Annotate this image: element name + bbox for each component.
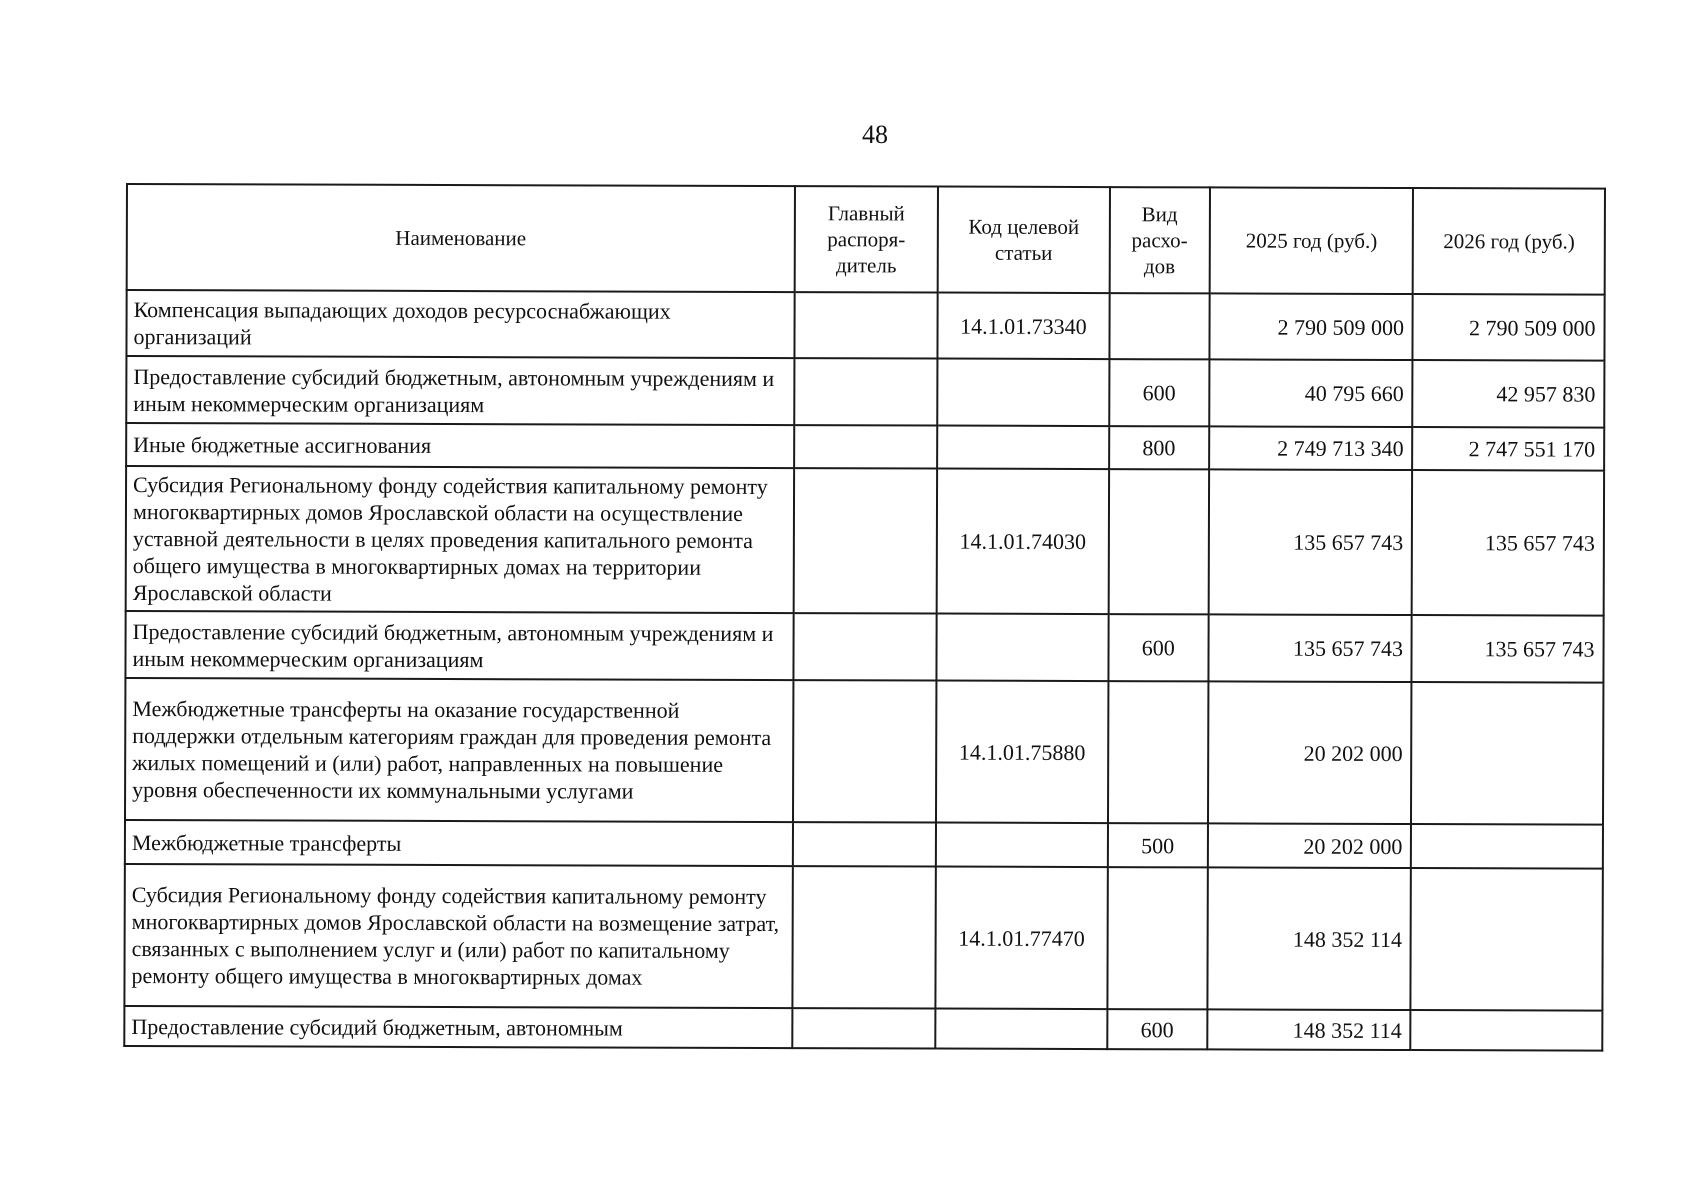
table-row	[125, 678, 1603, 825]
row-expense-type	[1108, 469, 1209, 614]
row-name: Компенсация выпадающих доходов ресурсоснабжающих организаций	[126, 290, 794, 358]
row-amount-2026	[1411, 824, 1603, 869]
header-name: Наименование	[127, 184, 795, 292]
row-target-code: 14.1.01.77470	[936, 867, 1108, 1010]
row-amount-2026: 2 747 551 170	[1413, 427, 1605, 471]
row-expense-type	[1109, 293, 1209, 359]
header-admin: Главный распоря-дитель	[794, 186, 938, 292]
table-row	[124, 864, 1602, 1011]
row-amount-2025: 2 749 713 340	[1209, 426, 1413, 470]
page-number: 48	[862, 120, 888, 149]
row-admin	[793, 468, 937, 613]
row-name: Межбюджетные трансферты	[125, 820, 793, 866]
row-expense-type: 600	[1108, 614, 1208, 681]
row-amount-2026: 42 957 830	[1413, 360, 1605, 428]
row-target-code: 14.1.01.73340	[938, 293, 1110, 360]
row-target-code: 14.1.01.75880	[936, 681, 1108, 824]
header-code: Код целевой статьи	[938, 187, 1110, 294]
row-name: Межбюджетные трансферты на оказание государственной поддержки отдельным категориям граждан для проведения ремонта жилых помещений и (или) работ, направленных на повышение уровня обеспеченности их коммунальными услугами	[125, 678, 793, 822]
table-row	[125, 820, 1603, 869]
row-expense-type: 600	[1109, 359, 1209, 426]
row-expense-type: 600	[1107, 1009, 1207, 1049]
table-row	[126, 290, 1604, 361]
row-target-code: 14.1.01.74030	[937, 469, 1109, 615]
table-header-row	[127, 184, 1605, 295]
row-amount-2026: 135 657 743	[1412, 615, 1604, 683]
row-admin	[792, 1008, 935, 1048]
row-name: Предоставление субсидий бюджетным, автономным учреждениям и иным некоммерческим организациям	[126, 356, 794, 425]
row-name: Субсидия Региональному фонду содействия капитальному ремонту многоквартирных домов Ярославской области на осуществление уставной деятельности в целях проведения капитального ремонта общего имущества в многоквартирных домах на территории Ярославской области	[126, 466, 794, 613]
table-row	[126, 423, 1604, 471]
row-amount-2026	[1411, 682, 1603, 825]
row-amount-2026	[1411, 868, 1603, 1011]
row-target-code	[937, 359, 1109, 427]
row-name: Предоставление субсидий бюджетным, автономным учреждениям и иным некоммерческим организациям	[125, 611, 793, 680]
table-body	[124, 290, 1604, 1051]
row-target-code	[937, 426, 1109, 470]
row-admin	[792, 866, 936, 1008]
row-amount-2025: 135 657 743	[1209, 469, 1413, 615]
budget-table	[123, 183, 1606, 1052]
row-amount-2025: 20 202 000	[1208, 823, 1412, 868]
row-admin	[794, 292, 938, 358]
row-amount-2025: 135 657 743	[1208, 614, 1412, 682]
row-expense-type: 800	[1109, 426, 1209, 469]
row-amount-2026: 135 657 743	[1412, 470, 1604, 616]
row-name: Иные бюджетные ассигнования	[126, 423, 794, 468]
row-target-code	[935, 1009, 1107, 1050]
row-expense-type: 500	[1107, 823, 1207, 867]
row-expense-type	[1107, 867, 1208, 1009]
row-expense-type	[1108, 681, 1209, 823]
row-target-code	[937, 614, 1109, 682]
row-amount-2025: 148 352 114	[1207, 1009, 1411, 1050]
row-amount-2025: 20 202 000	[1208, 681, 1412, 824]
table-row	[126, 356, 1604, 428]
row-admin	[793, 680, 937, 822]
row-admin	[794, 358, 938, 425]
table-row	[126, 466, 1604, 616]
row-amount-2025: 148 352 114	[1207, 867, 1411, 1010]
row-amount-2026	[1411, 1010, 1603, 1051]
row-name: Предоставление субсидий бюджетным, автономным	[124, 1006, 792, 1048]
header-expense-type: Вид расхо-дов	[1109, 187, 1210, 293]
header-year-2025: 2025 год (руб.)	[1210, 187, 1414, 294]
row-admin	[794, 425, 938, 468]
row-name: Субсидия Региональному фонду содействия капитальному ремонту многоквартирных домов Ярославской области на возмещение затрат, связанных с выполнением услуг и (или) работ по капитальному ремонту общего имущества в многоквартирных домах	[124, 864, 792, 1008]
table-row	[124, 1006, 1602, 1051]
row-target-code	[936, 823, 1108, 868]
row-amount-2025: 2 790 509 000	[1209, 293, 1413, 360]
row-admin	[793, 613, 937, 680]
row-amount-2025: 40 795 660	[1209, 359, 1413, 427]
table-row	[125, 611, 1603, 683]
row-admin	[793, 822, 937, 866]
header-year-2026: 2026 год (руб.)	[1413, 188, 1605, 295]
row-amount-2026: 2 790 509 000	[1413, 294, 1605, 361]
